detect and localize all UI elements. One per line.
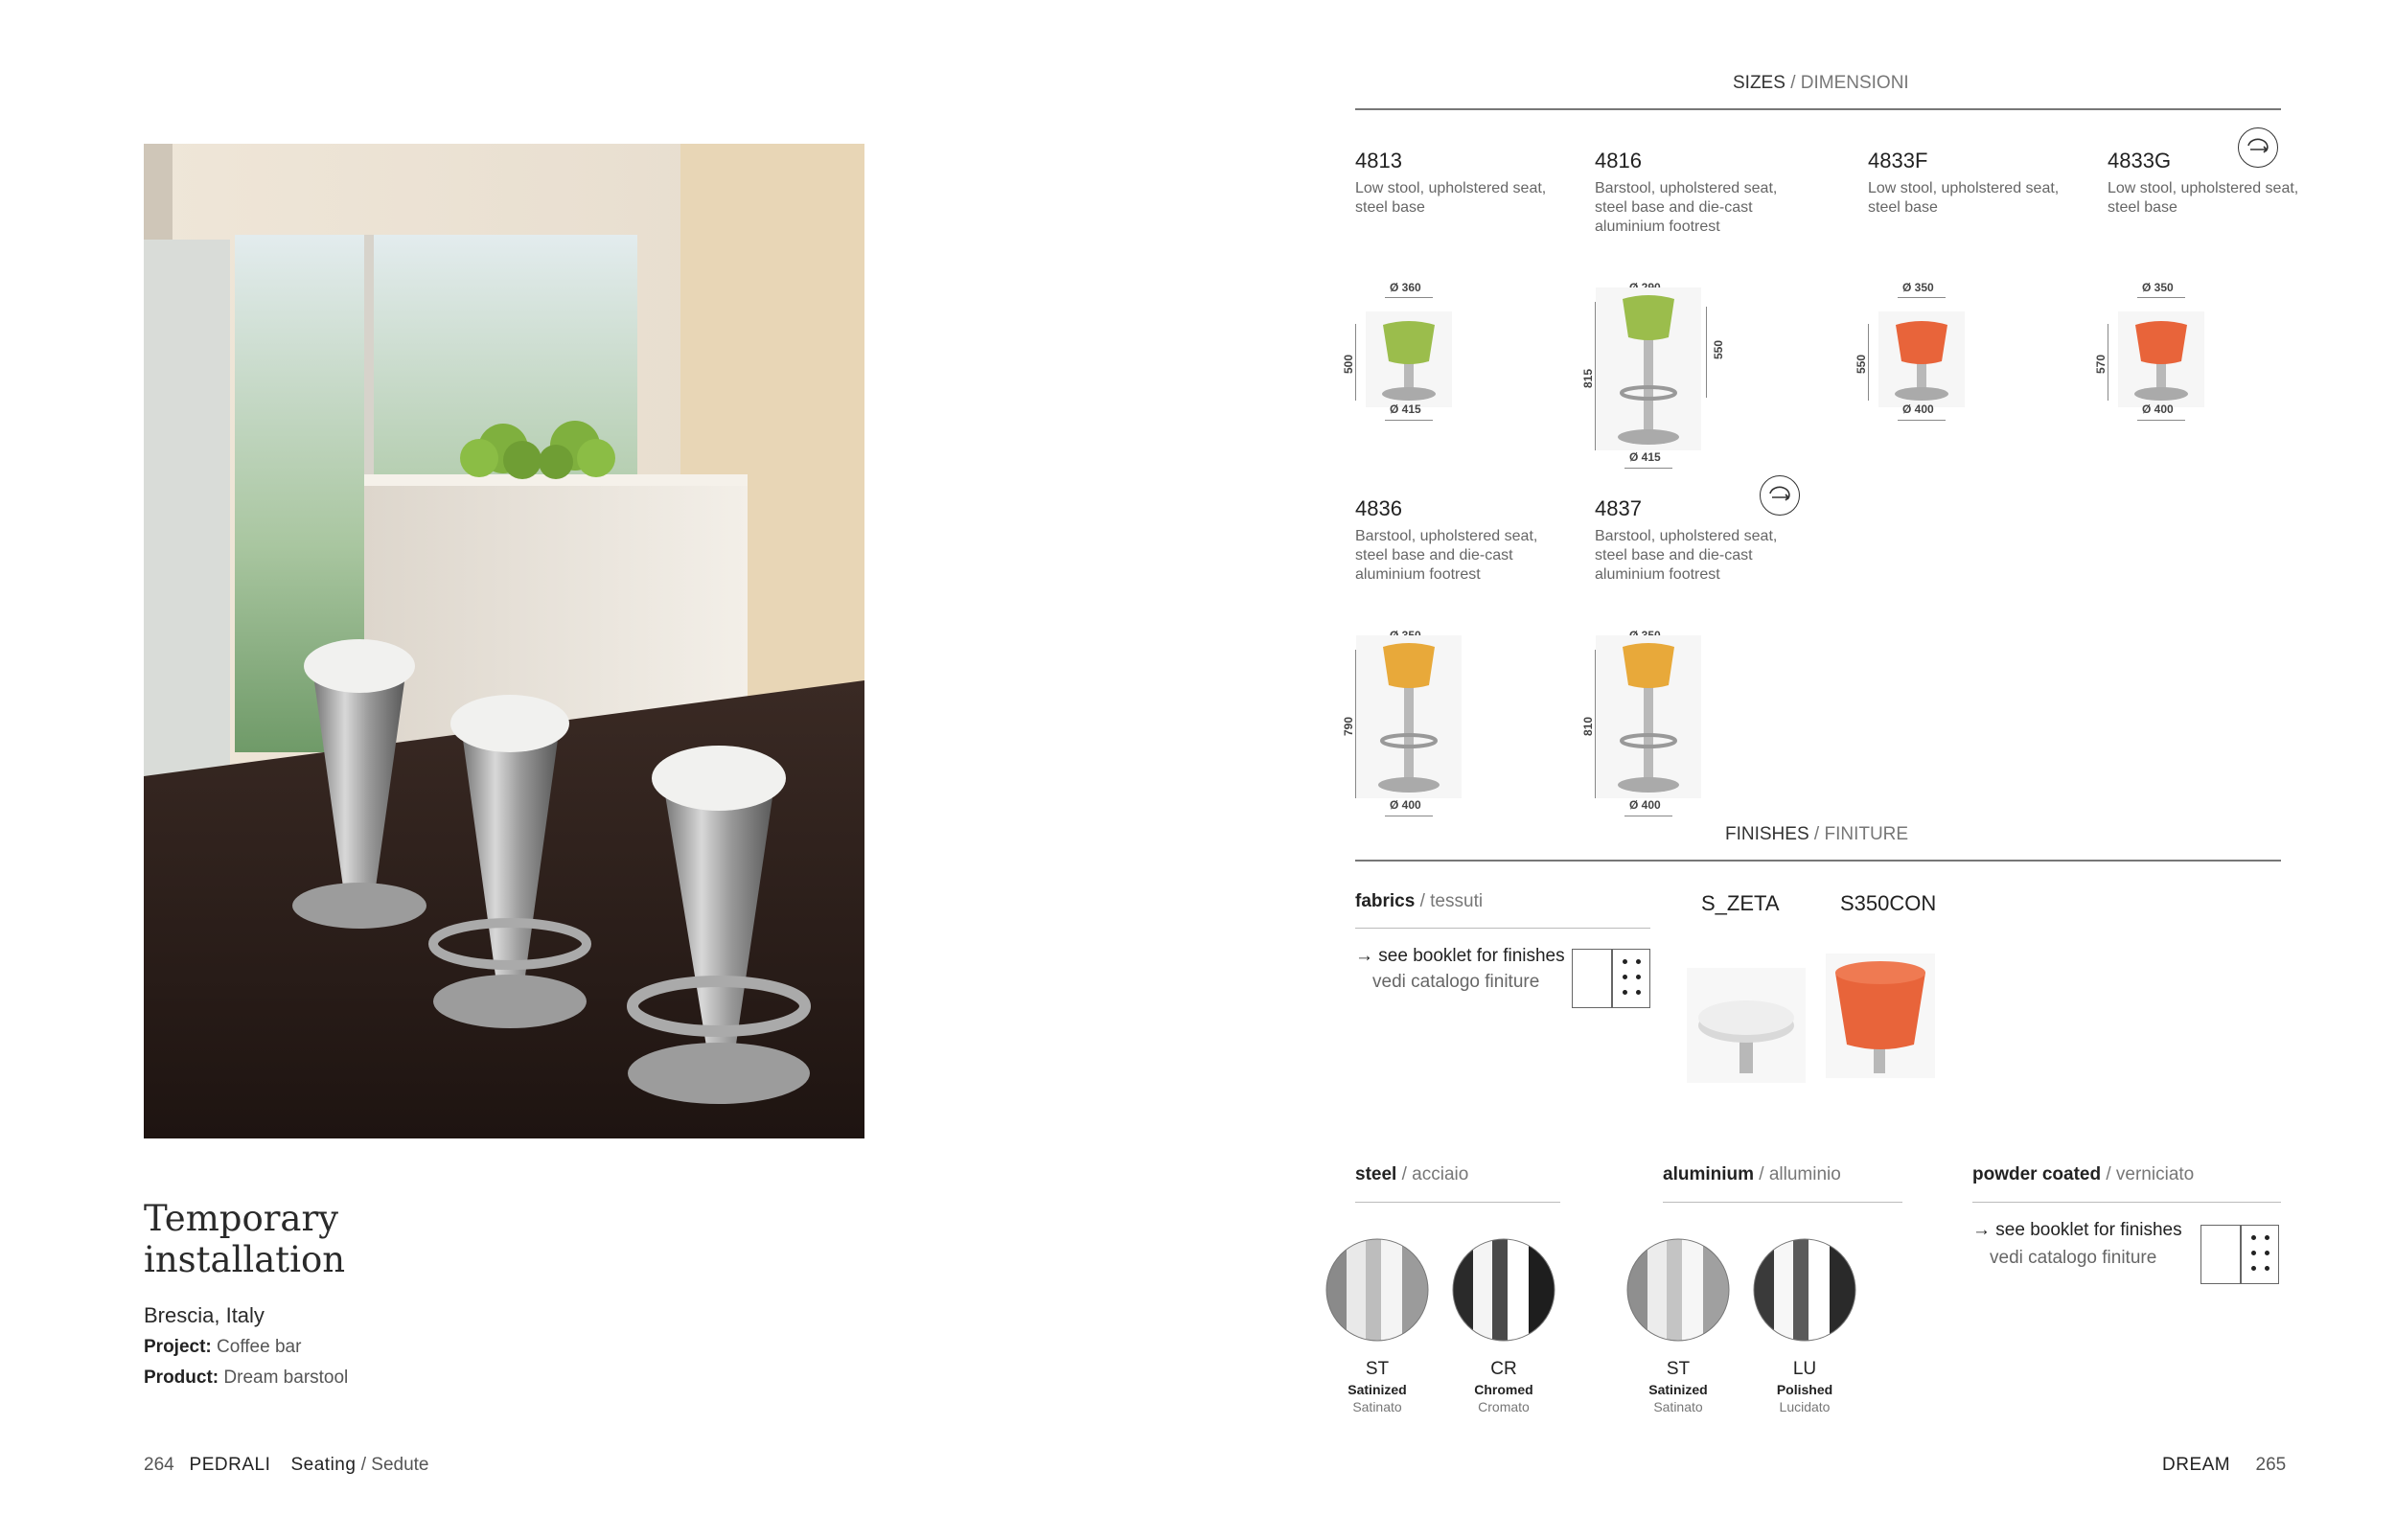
top-diameter: Ø 350	[2142, 281, 2174, 294]
product-image	[1596, 287, 1701, 450]
fabrics-see-link[interactable]: → see booklet for finishes	[1355, 946, 1565, 966]
bottom-diameter: Ø 415	[1390, 402, 1421, 416]
powder-vedi-text: vedi catalogo finiture	[1990, 1248, 2157, 1268]
bottom-dim-line	[1385, 420, 1433, 421]
height-line	[1355, 324, 1356, 401]
steel-title: steel	[1355, 1164, 1397, 1184]
product-image	[1366, 311, 1452, 407]
aluminium-title: aluminium	[1663, 1164, 1755, 1184]
swatch-code: LU	[1792, 1359, 1817, 1379]
product-line	[144, 1368, 348, 1389]
height-line	[1868, 324, 1869, 401]
fabrics-label	[1355, 891, 1483, 912]
product-code: 4836	[1355, 496, 1402, 520]
height-line	[1595, 650, 1596, 798]
footer-right	[2162, 1455, 2286, 1476]
swatch-name-en: Satinized	[1348, 1382, 1407, 1397]
product-image	[1596, 635, 1701, 798]
product-code: 4837	[1595, 496, 1642, 520]
fabric-sample-orange-stool	[1826, 954, 1935, 1078]
product-description: Low stool, upholstered seat, steel base	[1355, 180, 1547, 216]
booklet-icon	[1572, 949, 1650, 1008]
height-value: 810	[1581, 716, 1595, 736]
product-card	[1581, 496, 1825, 822]
powder-label	[1972, 1164, 2194, 1185]
fabric-sample-white-stool	[1687, 968, 1806, 1083]
finishes-sub: / FINITURE	[1813, 824, 1909, 844]
product-card	[1342, 496, 1585, 822]
top-dim-line	[2137, 297, 2185, 298]
product-card	[1581, 149, 1825, 474]
fabrics-sub: / tessuti	[1419, 891, 1484, 911]
seat-height-line	[1706, 307, 1707, 398]
bottom-diameter: Ø 415	[1629, 450, 1661, 464]
sizes-heading	[1733, 73, 1909, 94]
aluminium-label	[1663, 1164, 1841, 1185]
height-line	[1355, 650, 1356, 798]
height-value: 570	[2094, 354, 2108, 374]
fabrics-title: fabrics	[1355, 891, 1416, 911]
booklet-icon-2	[2200, 1225, 2279, 1284]
steel-underline	[1355, 1202, 1560, 1203]
swatch-name-en: Polished	[1776, 1382, 1833, 1397]
product-value: Dream barstool	[223, 1368, 349, 1388]
swivel-icon	[1760, 475, 1800, 516]
installation-photo	[144, 144, 864, 1138]
height-value: 500	[1342, 354, 1355, 374]
installation-title: Temporary installation	[144, 1198, 346, 1280]
project-label: Project:	[144, 1337, 212, 1357]
finishes-title: FINISHES	[1725, 824, 1809, 844]
section-name: Seating	[290, 1455, 357, 1475]
footer-left	[144, 1455, 429, 1476]
product-description: Low stool, upholstered seat, steel base	[2108, 180, 2299, 216]
top-diameter: Ø 350	[1902, 281, 1934, 294]
metal-swatch	[1325, 1238, 1429, 1342]
bottom-diameter: Ø 400	[1390, 798, 1421, 812]
product-image	[1878, 311, 1965, 407]
product-description: Barstool, upholstered seat, steel base and die-cast aluminium footrest	[1595, 528, 1778, 583]
brand-name: PEDRALI	[189, 1455, 271, 1475]
swivel-icon	[2238, 127, 2278, 168]
sizes-title: SIZES	[1733, 73, 1785, 93]
powder-sub: / verniciato	[2106, 1164, 2195, 1184]
fabrics-vedi-text: vedi catalogo finiture	[1372, 972, 1540, 992]
swatch-name-it: Satinato	[1653, 1399, 1703, 1414]
fabric-code-1: S_ZETA	[1701, 891, 1780, 915]
metal-swatch	[1626, 1238, 1730, 1342]
height-value: 815	[1581, 368, 1595, 388]
top-dim-line	[1385, 297, 1433, 298]
seat-height-value: 550	[1712, 339, 1725, 359]
product-code: 4813	[1355, 149, 1402, 172]
installation-place: Brescia, Italy	[144, 1303, 265, 1327]
aluminium-sub: / alluminio	[1759, 1164, 1841, 1184]
steel-sub: / acciaio	[1401, 1164, 1469, 1184]
product-description: Barstool, upholstered seat, steel base and die-cast aluminium footrest	[1355, 528, 1538, 583]
project-line	[144, 1337, 301, 1358]
metal-swatch	[1452, 1238, 1555, 1342]
height-value: 790	[1342, 716, 1355, 736]
collection-name: DREAM	[2162, 1455, 2231, 1475]
powder-underline	[1972, 1202, 2281, 1203]
steel-label	[1355, 1164, 1468, 1185]
swatch-code: ST	[1666, 1359, 1691, 1379]
bottom-dim-line	[1898, 420, 1946, 421]
bottom-dim-line	[2137, 420, 2185, 421]
fabrics-underline	[1355, 928, 1650, 929]
section-sub: / Sedute	[360, 1455, 429, 1475]
top-dim-line	[1898, 297, 1946, 298]
product-code: 4816	[1595, 149, 1642, 172]
top-diameter: Ø 360	[1390, 281, 1421, 294]
product-image	[2118, 311, 2204, 407]
product-description: Barstool, upholstered seat, steel base and die-cast aluminium footrest	[1595, 180, 1778, 235]
product-image	[1356, 635, 1462, 798]
product-code: 4833F	[1868, 149, 1928, 172]
page-number-left: 264	[144, 1455, 174, 1475]
bottom-diameter: Ø 400	[1629, 798, 1661, 812]
fabric-code-2: S350CON	[1840, 891, 1937, 915]
swatch-code: ST	[1365, 1359, 1390, 1379]
bottom-diameter: Ø 400	[1902, 402, 1934, 416]
swatch-code: CR	[1490, 1359, 1517, 1379]
swatch-name-en: Satinized	[1648, 1382, 1708, 1397]
height-line	[1595, 302, 1596, 450]
product-code: 4833G	[2108, 149, 2172, 172]
finishes-heading	[1725, 824, 1908, 845]
swatch-name-it: Satinato	[1352, 1399, 1402, 1414]
sizes-sub: / DIMENSIONI	[1790, 73, 1909, 93]
finishes-divider	[1355, 860, 2281, 862]
fabrics-see-text: see booklet for finishes	[1378, 946, 1565, 966]
powder-see-text: see booklet for finishes	[1995, 1220, 2182, 1240]
project-value: Coffee bar	[217, 1337, 302, 1357]
aluminium-underline	[1663, 1202, 1902, 1203]
page-number-right: 265	[2255, 1455, 2287, 1475]
product-card	[2094, 149, 2338, 474]
product-card	[1342, 149, 1585, 474]
product-description: Low stool, upholstered seat, steel base	[1868, 180, 2060, 216]
swatch-name-it: Lucidato	[1779, 1399, 1831, 1414]
powder-see-link[interactable]: → see booklet for finishes	[1972, 1220, 2182, 1240]
product-card	[1855, 149, 2098, 474]
swatch-name-it: Cromato	[1478, 1399, 1530, 1414]
bottom-diameter: Ø 400	[2142, 402, 2174, 416]
metal-swatch	[1753, 1238, 1856, 1342]
height-value: 550	[1855, 354, 1868, 374]
bottom-dim-line	[1624, 468, 1672, 469]
product-label: Product:	[144, 1368, 219, 1388]
sizes-divider	[1355, 108, 2281, 110]
swatch-name-en: Chromed	[1474, 1382, 1533, 1397]
powder-title: powder coated	[1972, 1164, 2102, 1184]
